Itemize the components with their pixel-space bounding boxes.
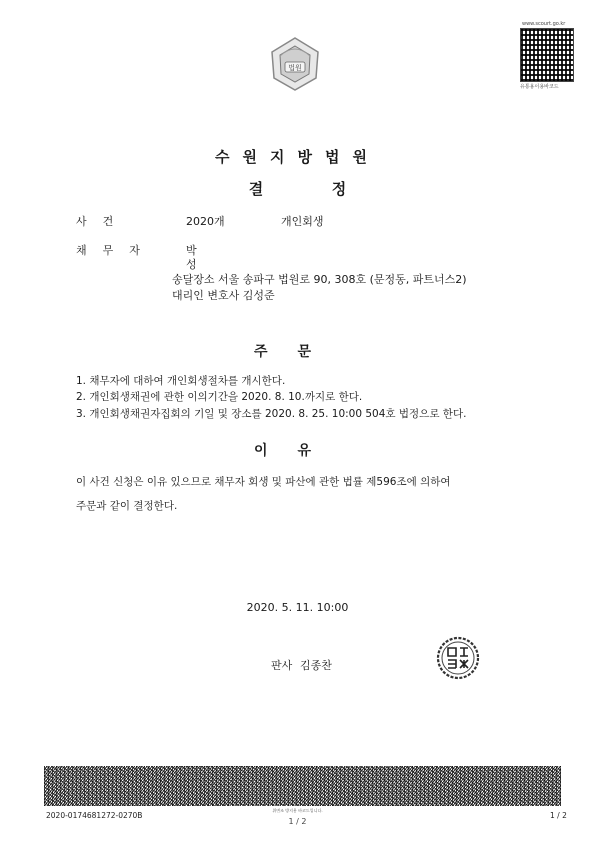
- judge-label: 판사: [271, 659, 293, 672]
- reason-text-line2: 주문과 같이 결정한다.: [76, 500, 178, 512]
- qr-url-text: www.scourt.go.kr: [522, 21, 566, 27]
- debtor-name-line2: 성: [186, 258, 197, 271]
- reason-title: 이유: [253, 443, 342, 459]
- order-item-1: 1. 채무자에 대하여 개인회생절차를 개시한다.: [76, 375, 286, 387]
- order-title: 주문: [253, 344, 342, 360]
- kind-char-1: 결: [248, 180, 264, 198]
- court-emblem-icon: [266, 34, 324, 94]
- order-item-2: 2. 개인회생채권에 관한 이의기간을 2020. 8. 10.까지로 한다.: [76, 391, 363, 403]
- debtor-name-line1: 박: [186, 244, 197, 257]
- agent-lawyer: 대리인 변호사 김성준: [172, 289, 275, 302]
- court-name: 수원지방법원: [215, 148, 380, 166]
- security-barcode: [44, 766, 561, 806]
- page-number-center: 1 / 2: [288, 817, 307, 826]
- decision-date: 2020. 5. 11. 10:00: [246, 601, 349, 614]
- judge-name: 김종찬: [300, 659, 332, 672]
- order-item-3: 3. 개인회생채권자집회의 기일 및 장소를 2020. 8. 25. 10:00 504호 법정으로 한다.: [76, 408, 467, 420]
- debtor-label: 채무자: [76, 244, 156, 257]
- qr-code: [520, 28, 574, 82]
- reason-text-line1: 이 사건 신청은 이유 있으므로 채무자 회생 및 파산에 관한 법률 제596조에 의하여: [76, 476, 451, 488]
- case-type: 개인회생: [281, 215, 324, 228]
- judge-seal-icon: [436, 636, 480, 680]
- case-label: 사건: [76, 215, 130, 228]
- service-address: 송달장소 서울 송파구 법원로 90, 308호 (문정동, 파트너스2): [172, 273, 467, 286]
- security-notice: 위변조 방지용 바코드입니다.: [272, 808, 323, 813]
- document-id: 2020-0174681272-0270B: [46, 811, 143, 820]
- page-number-right: 1 / 2: [550, 811, 567, 820]
- case-number: 2020개: [186, 215, 225, 228]
- kind-char-2: 정: [331, 180, 347, 198]
- emblem-label: 법원: [288, 64, 302, 72]
- document-kind: [0, 178, 595, 199]
- qr-caption: 유통용이용바코드: [520, 84, 559, 90]
